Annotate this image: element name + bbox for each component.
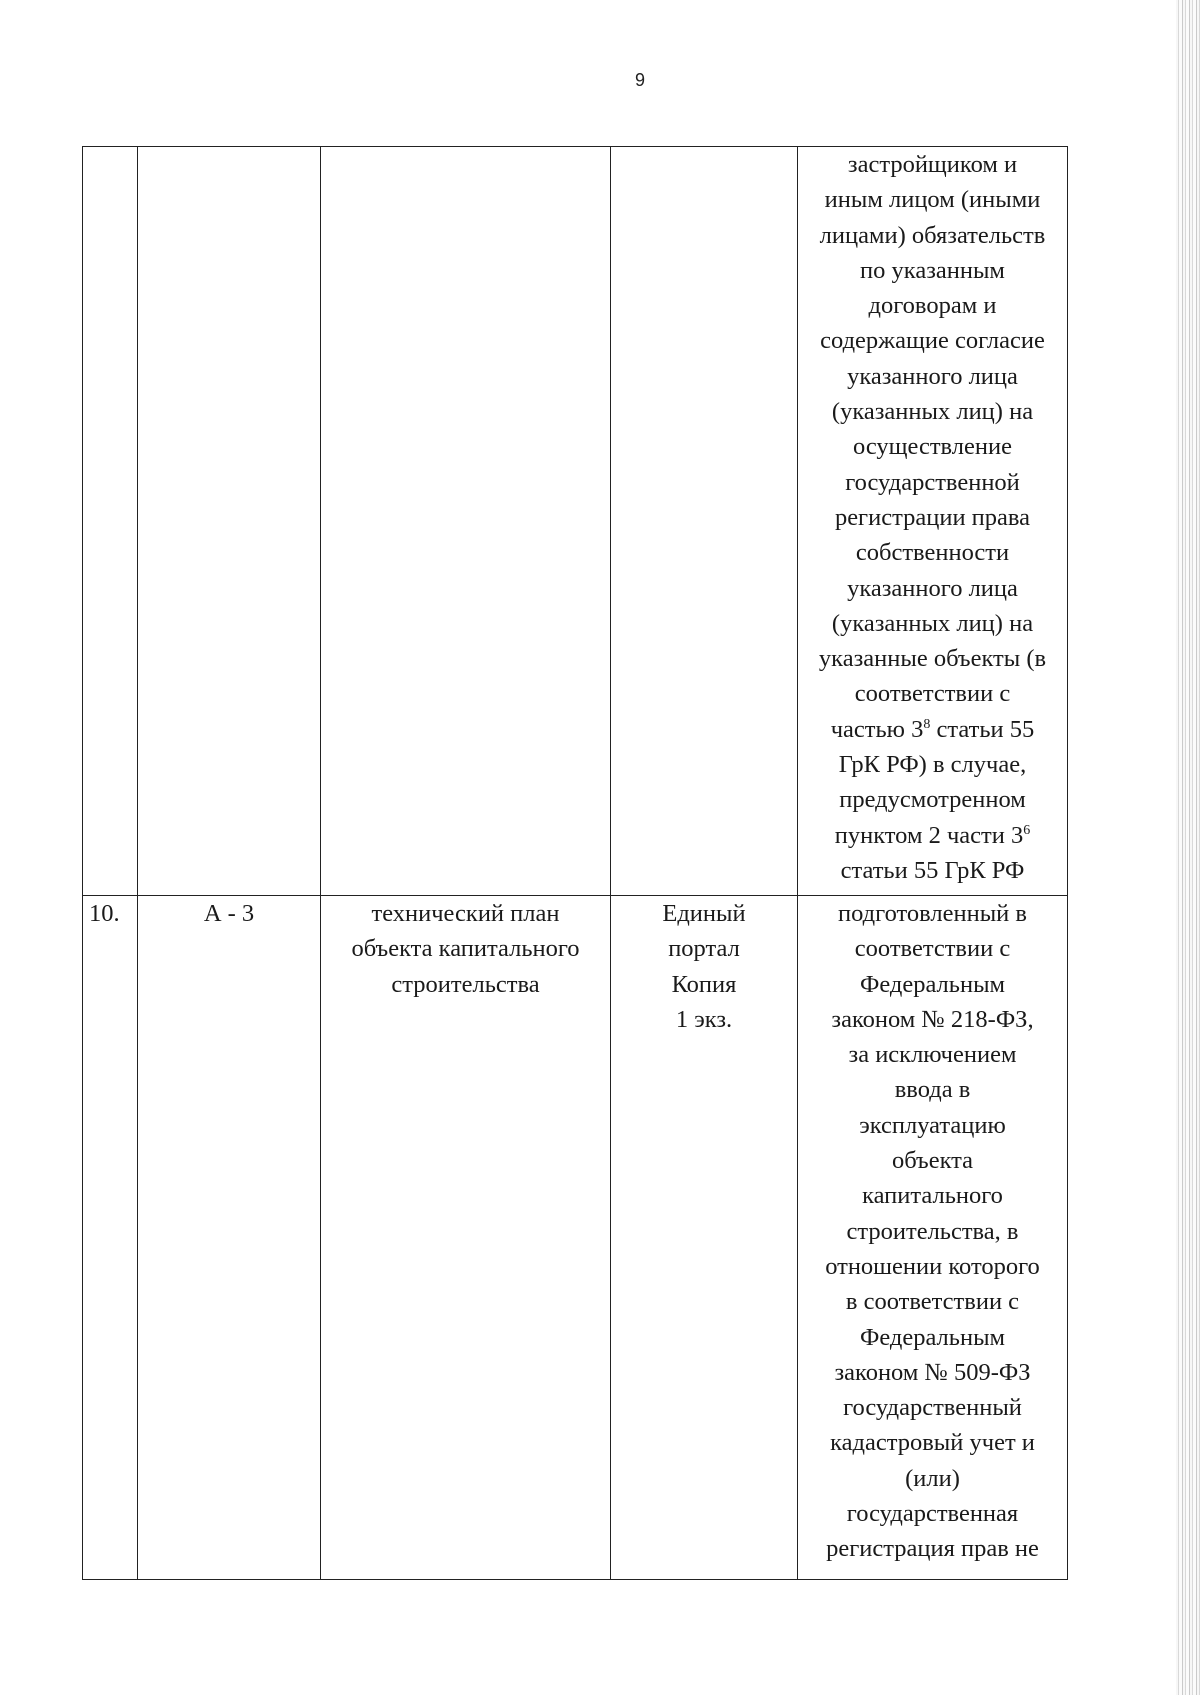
notes-line: ввода в <box>894 1076 971 1104</box>
notes-line: иным лицом (иными <box>824 186 1041 214</box>
notes-line: (или) <box>905 1464 960 1492</box>
notes-line: по указанным <box>860 256 1005 284</box>
notes-line: регистрация прав не <box>826 1535 1039 1563</box>
notes-line: государственная <box>846 1500 1019 1528</box>
table-row <box>83 147 1068 896</box>
notes-line: эксплуатацию <box>859 1111 1006 1139</box>
notes-line: кадастровый учет и <box>830 1429 1035 1457</box>
notes-line: строительства, в <box>846 1217 1019 1245</box>
notes-line: собственности <box>855 539 1010 567</box>
notes-line: за исключением <box>848 1041 1017 1069</box>
notes-line: договорам и <box>868 292 997 320</box>
notes-line: соответствии с <box>854 680 1011 708</box>
cell-notes <box>798 147 1068 896</box>
page-number: 9 <box>634 70 645 90</box>
document-line: объекта капитального <box>351 935 580 963</box>
notes-line: регистрации права <box>834 503 1031 531</box>
notes-line: соответствии с <box>854 935 1011 963</box>
source-line: портал <box>668 935 740 963</box>
source-text <box>611 896 797 1037</box>
notes-line: законом № 509-ФЗ <box>834 1358 1031 1386</box>
cell-notes <box>798 896 1068 1580</box>
notes-line: Федеральным <box>859 1323 1006 1351</box>
cell-source <box>611 147 798 896</box>
document-line: технический план <box>371 900 560 927</box>
document-table <box>82 146 1068 1580</box>
notes-line: отношении которого <box>825 1252 1040 1280</box>
document-line: строительства <box>391 970 540 998</box>
notes-line: (указанных лиц) на <box>831 398 1034 426</box>
cell-document <box>321 896 611 1580</box>
notes-line: предусмотренном <box>839 786 1026 814</box>
row-number: 10. <box>89 900 120 927</box>
notes-line: Федеральным <box>859 970 1006 998</box>
scan-edge-artifact <box>1176 0 1200 1695</box>
notes-line: лицами) обязательств <box>819 221 1046 249</box>
notes-line: капитального <box>862 1182 1003 1210</box>
cell-number <box>83 896 138 1580</box>
source-line: Копия <box>671 970 737 998</box>
notes-line: государственной <box>845 468 1020 496</box>
document-name <box>321 896 610 1002</box>
ref-text: статьи 55 <box>930 715 1035 743</box>
cell-source <box>611 896 798 1580</box>
notes-line: государственный <box>843 1394 1022 1422</box>
cell-code <box>138 147 321 896</box>
cell-number <box>83 147 138 896</box>
notes-line: в соответствии с <box>845 1288 1020 1316</box>
cell-document <box>321 147 611 896</box>
notes-line: ГрК РФ) в случае, <box>838 751 1027 779</box>
notes-text <box>798 147 1067 888</box>
notes-line-reference <box>802 712 1063 747</box>
ref-text: пунктом 2 части 3 <box>834 821 1024 849</box>
ref-superscript: 8 <box>923 716 931 732</box>
notes-line: содержащие согласие <box>820 327 1045 355</box>
row-code: А - 3 <box>203 900 255 927</box>
notes-line: подготовленный в <box>838 900 1027 927</box>
notes-line: законом № 218-ФЗ, <box>831 1005 1034 1033</box>
notes-line: застройщиком и <box>847 151 1018 178</box>
notes-line: объекта <box>891 1147 974 1175</box>
source-line: Единый <box>662 900 746 927</box>
ref-superscript: 6 <box>1023 822 1031 838</box>
cell-code <box>138 896 321 1580</box>
notes-line: (указанных лиц) на <box>831 609 1034 637</box>
notes-line: статьи 55 ГрК РФ <box>840 856 1025 884</box>
notes-line: указанные объекты (в <box>818 645 1047 673</box>
notes-line-reference <box>802 818 1063 853</box>
table-row <box>83 896 1068 1580</box>
source-line: 1 экз. <box>675 1005 733 1033</box>
ref-text: частью 3 <box>830 715 924 743</box>
notes-line: осуществление <box>852 433 1013 461</box>
notes-line: указанного лица <box>847 362 1018 390</box>
notes-line: указанного лица <box>847 574 1018 602</box>
notes-text <box>798 896 1067 1567</box>
